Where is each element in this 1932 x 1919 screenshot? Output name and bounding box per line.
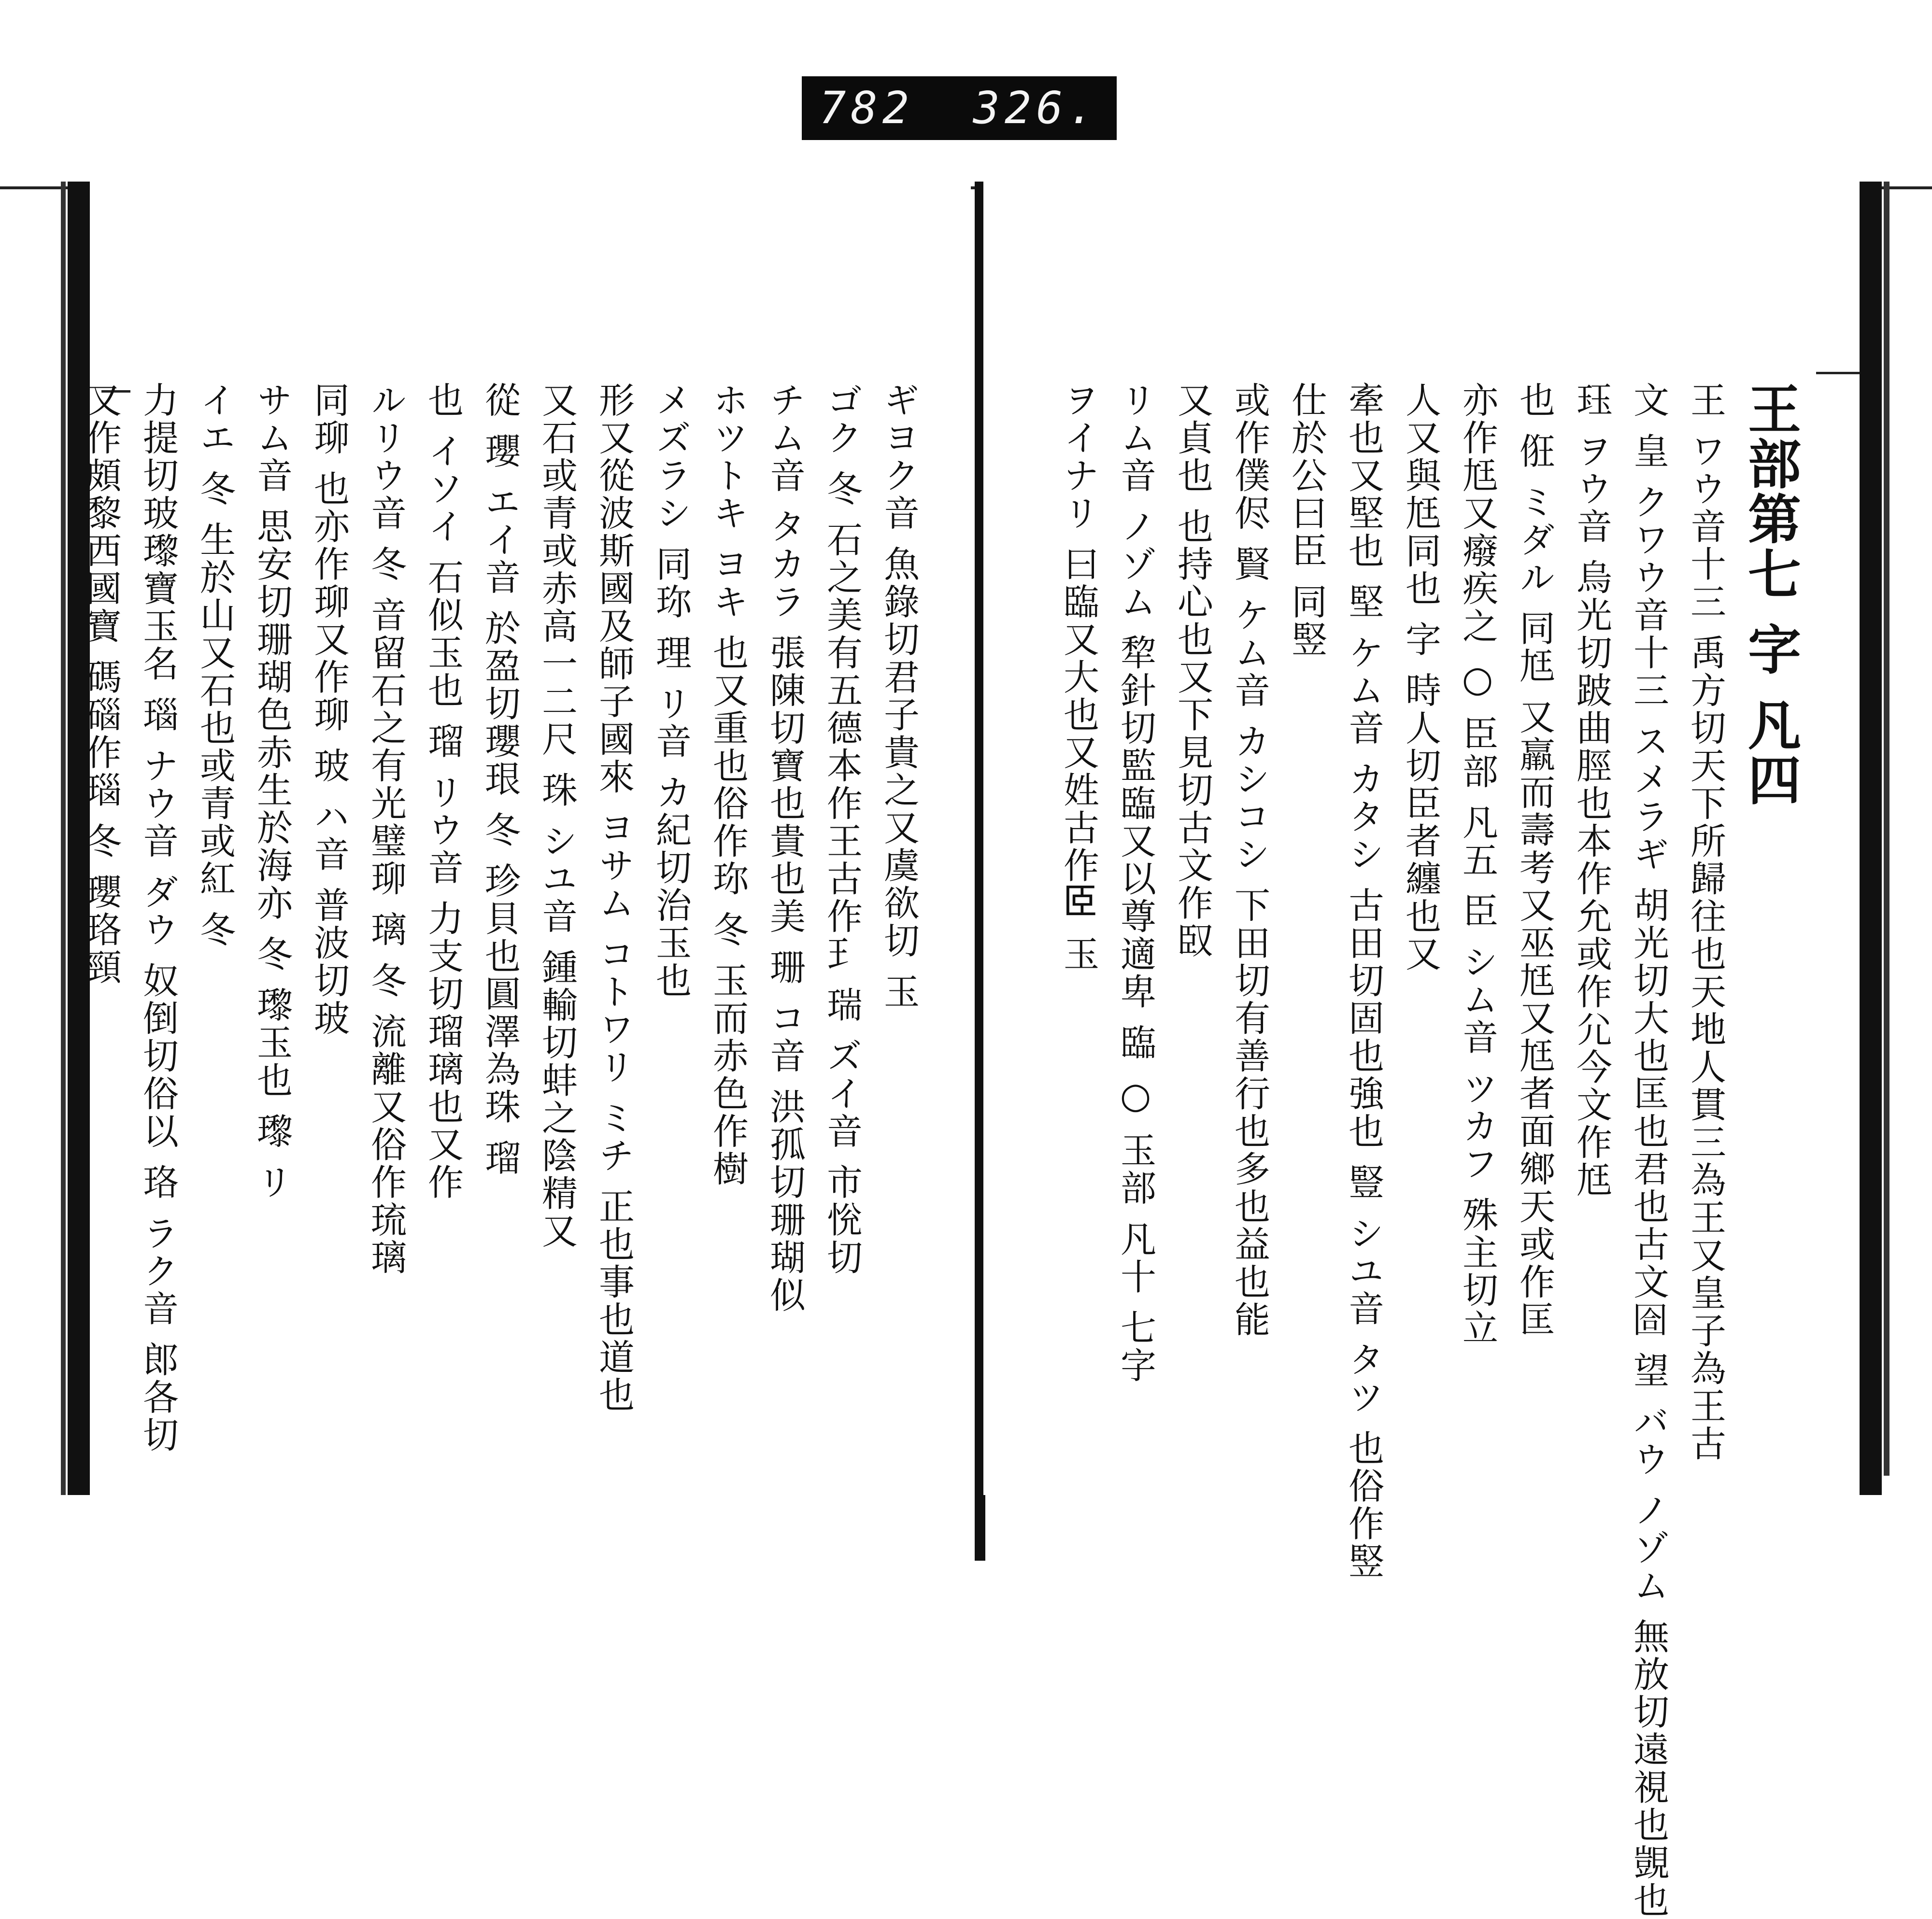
text-column: 王 ワウ音十三 禹方切天下所歸往也天地人貫三為王又皇子為王古: [1685, 381, 1726, 1463]
section-title: 王部第七 字 凡四: [1739, 381, 1802, 808]
left-page-text: [80, 381, 927, 1454]
text-column: 也 俇 ミダル 同尪 又羸而壽考又巫尪又尪者面鄉天或作匡: [1514, 381, 1555, 1339]
text-column: チム音 タカラ 張陳切寶也貴也美 珊 コ音 洪孤切珊瑚似: [764, 381, 806, 1314]
text-column: 也 イソイ 石似玉也 瑠 リウ音 力支切瑠璃也又作: [422, 381, 464, 1201]
left-page-edge: [61, 182, 66, 1495]
right-page-edge: [1884, 182, 1889, 1476]
text-column: 又作頗黎西國寶 碼碯作瑙 冬 瓔珞頸: [80, 381, 122, 987]
text-column: 又貞也 也持心也又下見切古文作臤: [1172, 381, 1213, 960]
text-column: ゴク 冬 石之美有五德本作王古作𤣩 瑞 ズイ音 市恱切: [821, 381, 863, 1277]
text-column: ギヨク音 魚錄切君子貴之又虞欲切 玉: [878, 381, 920, 1011]
text-column: リム音 ノゾム 犂針切監臨又以尊適卑 臨 ○ 玉部 凡十 七字: [1115, 381, 1156, 1384]
text-column: ホツトキ ヨキ 也又重也俗作珎 冬 玉而赤色作樹: [707, 381, 749, 1188]
text-column: 力提切玻瓈寶玉名 瑙 ナウ音 ダウ 奴倒切俗以 珞 ラク音 郎各切: [137, 381, 179, 1454]
text-column: ヲイナリ 曰臨又大也又姓古作𦣞 玉: [1058, 381, 1099, 974]
right-margin-tick: [1816, 372, 1860, 374]
text-column: 亦作尪又癈疾之 ○ 臣部 凡五 臣 シム音 ツカフ 殊主切立: [1457, 381, 1498, 1347]
text-column: 形又從波斯國及師子國來 ヨサム コトワリ ミチ 正也事也道也: [593, 381, 635, 1414]
text-column: イエ 冬 生於山又石也或青或紅 冬: [194, 381, 236, 949]
text-column: 同珋 也亦作珋又作珋 玻 ハ音 普波切玻: [308, 381, 350, 1038]
text-column: メズラシ 同珎 理 リ音 カ紀切治玉也: [650, 381, 692, 1000]
catalog-label-plate: [802, 76, 1117, 140]
text-column: 文 皇 クワウ音十三 スメラギ 胡光切大也匡也君也古文𡇞 望 バウ ノゾム 無放切遠視也覬也: [1628, 381, 1669, 1919]
label-right-number: 326.: [973, 82, 1099, 134]
text-column: 牽也又堅也 堅 ケム音 カタシ 古田切固也強也 豎 シユ音 タツ 也俗作竪: [1343, 381, 1384, 1580]
text-column: 人又與尪同也 字 時人切臣者纏也又: [1400, 381, 1441, 974]
text-column: 又石或青或赤高一二尺 珠 シユ音 鍾輸切蚌之陰精又: [536, 381, 578, 1250]
label-left-number: 782: [819, 82, 914, 134]
right-page-text: [1014, 381, 1806, 1919]
text-column: サム音 思安切珊瑚色赤生於海亦 冬 瓈玉也 瓈 リ: [251, 381, 293, 1201]
text-column: 或作僕侭 賢 ケム音 カシコシ 下田切有善行也多也益也能: [1229, 381, 1270, 1339]
text-column: ルリウ音 冬 音留石之有光璧珋 璃 冬 流離又俗作琉璃: [365, 381, 407, 1277]
text-column: 從 瓔 エイ音 於盈切瓔珢 冬 珍貝也圓澤為珠 瑠: [479, 381, 521, 1177]
text-column: 𤤴 ヲウ音 烏光切跛曲脛也本作允或作尣今文作尪: [1571, 381, 1612, 1199]
text-column: 仕於公曰臣 同竪: [1286, 381, 1327, 659]
